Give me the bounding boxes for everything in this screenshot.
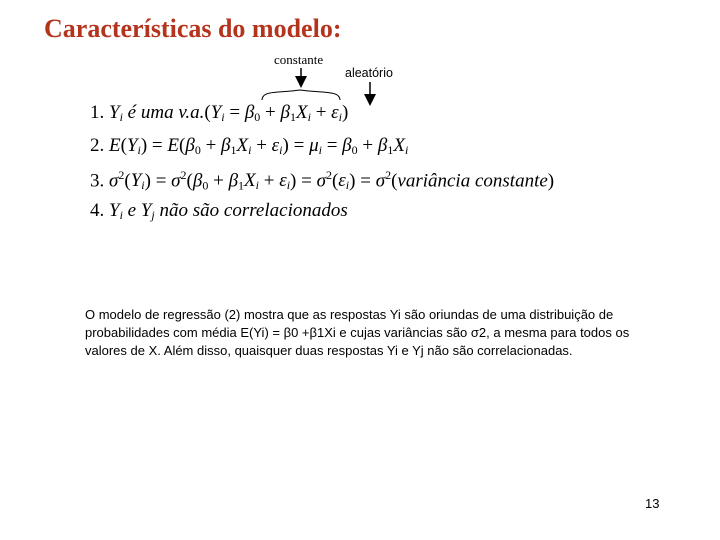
equation-1: 1. $Y_i$ é uma $v.a.(Y_i = \beta_0 + \beta_1X_i + \varepsilon_i)$ [90, 102, 349, 124]
page-number: 13 [645, 496, 660, 511]
annotation-constante: constante [274, 52, 324, 67]
equation-4: 4. $Y_i$ e $Y_j$ não são correlacionados [90, 200, 348, 222]
explanation-paragraph: O modelo de regressão (2) mostra que as respostas Yi são oriundas de uma distribuição de probabilidades com média E(Yi) = β0 +β1Xi e cujas variâncias são σ2, a mesma para todos os valores de X. Além disso, quaisquer duas respostas Yi e Yj não são correlacionadas. [85, 307, 630, 358]
slide-title: Características do modelo: [44, 14, 342, 43]
equation-3: 3. $\sigma^2(Y_i) = \sigma^2(\beta_0 + \beta_1X_i + \varepsilon_i) = \sigma^2(\varepsilon_i)$ = $\sigma^2(variância$ constante) [90, 168, 555, 193]
constante-brace [262, 90, 340, 100]
annotation-aleatorio: aleatório [345, 66, 393, 80]
equation-2: 2. $E(Y_i) = E(\beta_0 + \beta_1X_i + \varepsilon_i) = \mu_i = \beta_0 + \beta_1X_i$ [90, 135, 409, 157]
